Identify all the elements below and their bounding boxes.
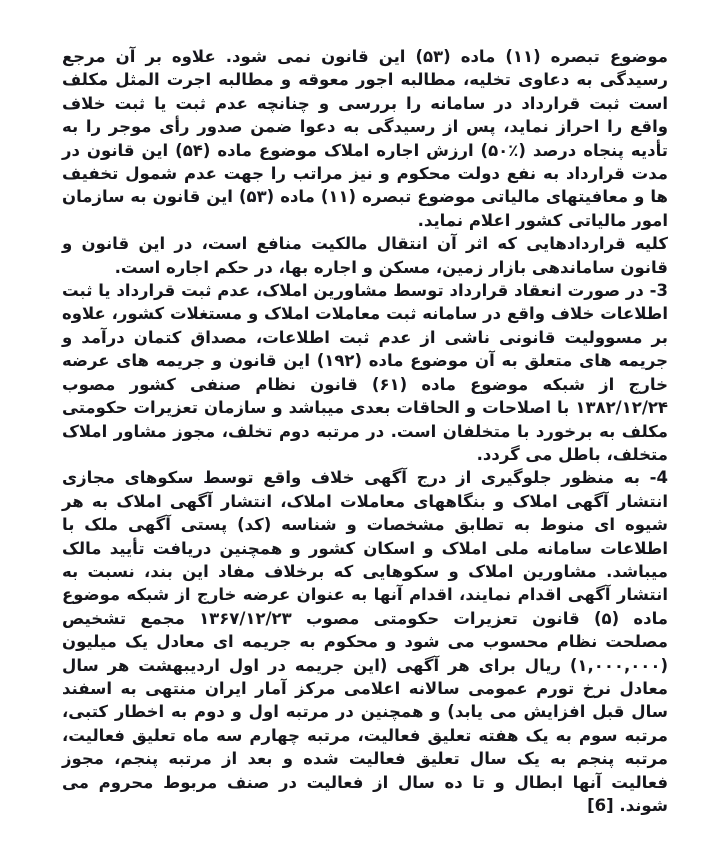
paragraph-item-4-false-advertising: [62, 466, 668, 817]
paragraph-tenancy-tribunal: موضوع تبصره (۱۱) ماده (۵۳) این قانون نمی شود. علاوه بر آن مرجع رسیدگی به دعاوی تخلیه، مطالبه اجور معوقه و مطالبه اجرت المثل مکلف است ثبت قرارداد در سامانه را بررسی و چنانچه عدم ثبت یا ثبت خلاف واقع را احراز نماید، پس از رسیدگی به دعوا ضمن صدور رأی موجر را به تأدیه پنجاه درصد (٪۵۰) ارزش اجاره املاک موضوع ماده (۵۴) این قانون در مدت قرارداد به نفع دولت محکوم و نیز مراتب را جهت عدم شمول تخفیف ها و معافیتهای مالیاتی موضوع تبصره (۱۱) ماده (۵۳) این قانون به سازمان امور مالیاتی کشور اعلام نماید.: [62, 47, 668, 230]
text-block: [62, 45, 668, 817]
paragraph-item-4-text: 4- به منظور جلوگیری از درج آگهی خلاف واقع توسط سکوهای مجازی انتشار آگهی املاک و بنگاههای معاملات املاک، انتشار آگهی املاک به هر شیوه ای منوط به تطابق مشخصات و شناسه (کد) پستی آگهی ملک با اطلاعات سامانه ملی املاک و اسکان کشور و همچنین دریافت تأیید مالک میباشد. مشاورین املاک و سکوهایی که برخلاف مفاد این بند، نسبت به انتشار آگهی اقدام نمایند، اقدام آنها به عنوان عرضه خارج از شبکه موضوع ماده (۵) قانون تعزیرات حکومتی مصوب ۱۳۶۷/۱۲/۲۳ مجمع تشخیص مصلحت نظام محسوب می شود و محکوم به جریمه ای معادل یک میلیون (۱,۰۰۰,۰۰۰) ریال برای هر آگهی (این جریمه در اول اردیبهشت هر سال معادل نرخ تورم عمومی سالانه اعلامی مرکز آمار ایران منتهی به اسفند سال قبل افزایش می یابد) و همچنین در مرتبه اول و دوم به اخطار کتبی، مرتبه سوم به یک هفته تعلیق فعالیت، مرتبه چهارم سه ماه تعلیق فعالیت، مرتبه پنجم به یک سال تعلیق فعالیت شده و بعد از مرتبه پنجم، مجوز فعالیت آنها ابطال و تا ده سال از فعالیت در صنف مربوط محروم می شوند.: [62, 468, 668, 815]
paragraph-benefit-transfer-contracts: کلیه قراردادهایی که اثر آن انتقال مالکیت منافع است، در این قانون و قانون ساماندهی بازار زمین، مسکن و اجاره بها، در حکم اجاره است.: [62, 234, 668, 277]
paragraph-item-3-unregistered-contracts: 3- در صورت انعقاد قرارداد توسط مشاورین املاک، عدم ثبت قرارداد یا ثبت اطلاعات خلاف واقع در سامانه ثبت معاملات املاک و مستغلات کشور، علاوه بر مسوولیت قانونی ناشی از عدم ثبت اطلاعات، مصداق کتمان درآمد و جریمه های متعلق به آن موضوع ماده (۱۹۲) این قانون و جریمه های عرضه خارج از شبکه موضوع ماده (۶۱) قانون نظام صنفی کشور مصوب ۱۳۸۲/۱۲/۲۴ با اصلاحات و الحاقات بعدی میباشد و سازمان تعزیرات حکومتی مکلف به برخورد با متخلفان است. در مرتبه دوم تخلف، مجوز مشاور املاک متخلف، باطل می گردد.: [62, 281, 669, 464]
citation-marker: [6]: [587, 796, 614, 815]
